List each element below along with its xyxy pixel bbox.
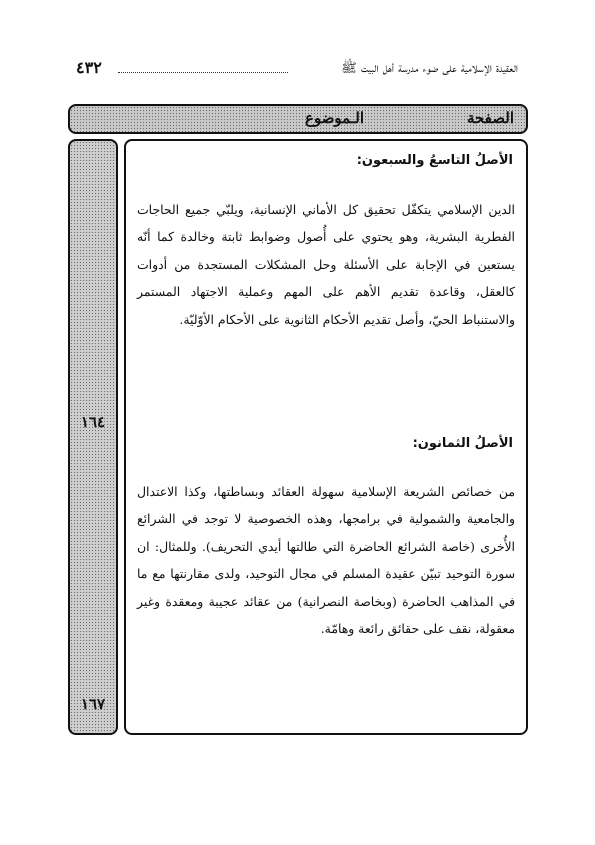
leader-dots	[118, 72, 288, 73]
page-reference-1: ١٦٤	[80, 413, 106, 431]
topic-content-box	[124, 139, 528, 735]
topic-column-label: الـموضوع	[305, 109, 364, 127]
page-reference-2: ١٦٧	[80, 695, 106, 713]
section-body-80: من خصائص الشريعة الإسلامية سهولة العقائد وبساطتها، وكذا الاعتدال والجامعية والشمولية في برامجها، وهذه الخصوصية لا توجد في الشرائع الأُخرى (خاصة الشرائع الحاضرة التي طالتها أيدي التحريف). وللمثال: ان سورة التوحيد تبيّن عقيدة المسلم في مجال التوحيد، ولدى مقارنتها مع ما في المذاهب الحاضرة (وبخاصة النصرانية) من عقائد عجيبة ومعقدة وغير معقولة، نقف على حقائق رائعة وهامّة.	[137, 484, 515, 637]
page-reference-column	[68, 139, 118, 735]
table-header-bar	[68, 104, 528, 134]
page-number: ٤٣٢	[76, 58, 102, 77]
section-heading-79: الأصلُ التاسعُ والسبعون:	[356, 153, 513, 168]
running-title: العقيدة الإسلامية على ضوء مدرسة أهل البيت ﷺ	[341, 61, 518, 76]
page-column-label: الصفحة	[466, 109, 514, 127]
section-body-79: الدين الإسلامي يتكفّل تحقيق كل الأماني الإنسانية، ويلبّي جميع الحاجات الفطرية البشرية، وهو يحتوي على أُصول وضوابط ثابتة وخالدة كما أنّه يستعين في الإجابة على الأسئلة وحل المشكلات المستجدة من أدوات كالعقل، وقاعدة تقديم الأهم على المهم وعملية الاجتهاد المستمر والاستنباط الحيّ، وأصل تقديم الأحكام الثانوية على الأحكام الأوّليّة.	[137, 202, 515, 327]
running-header	[76, 58, 518, 82]
section-heading-80: الأصلُ الثمانون:	[412, 436, 513, 451]
